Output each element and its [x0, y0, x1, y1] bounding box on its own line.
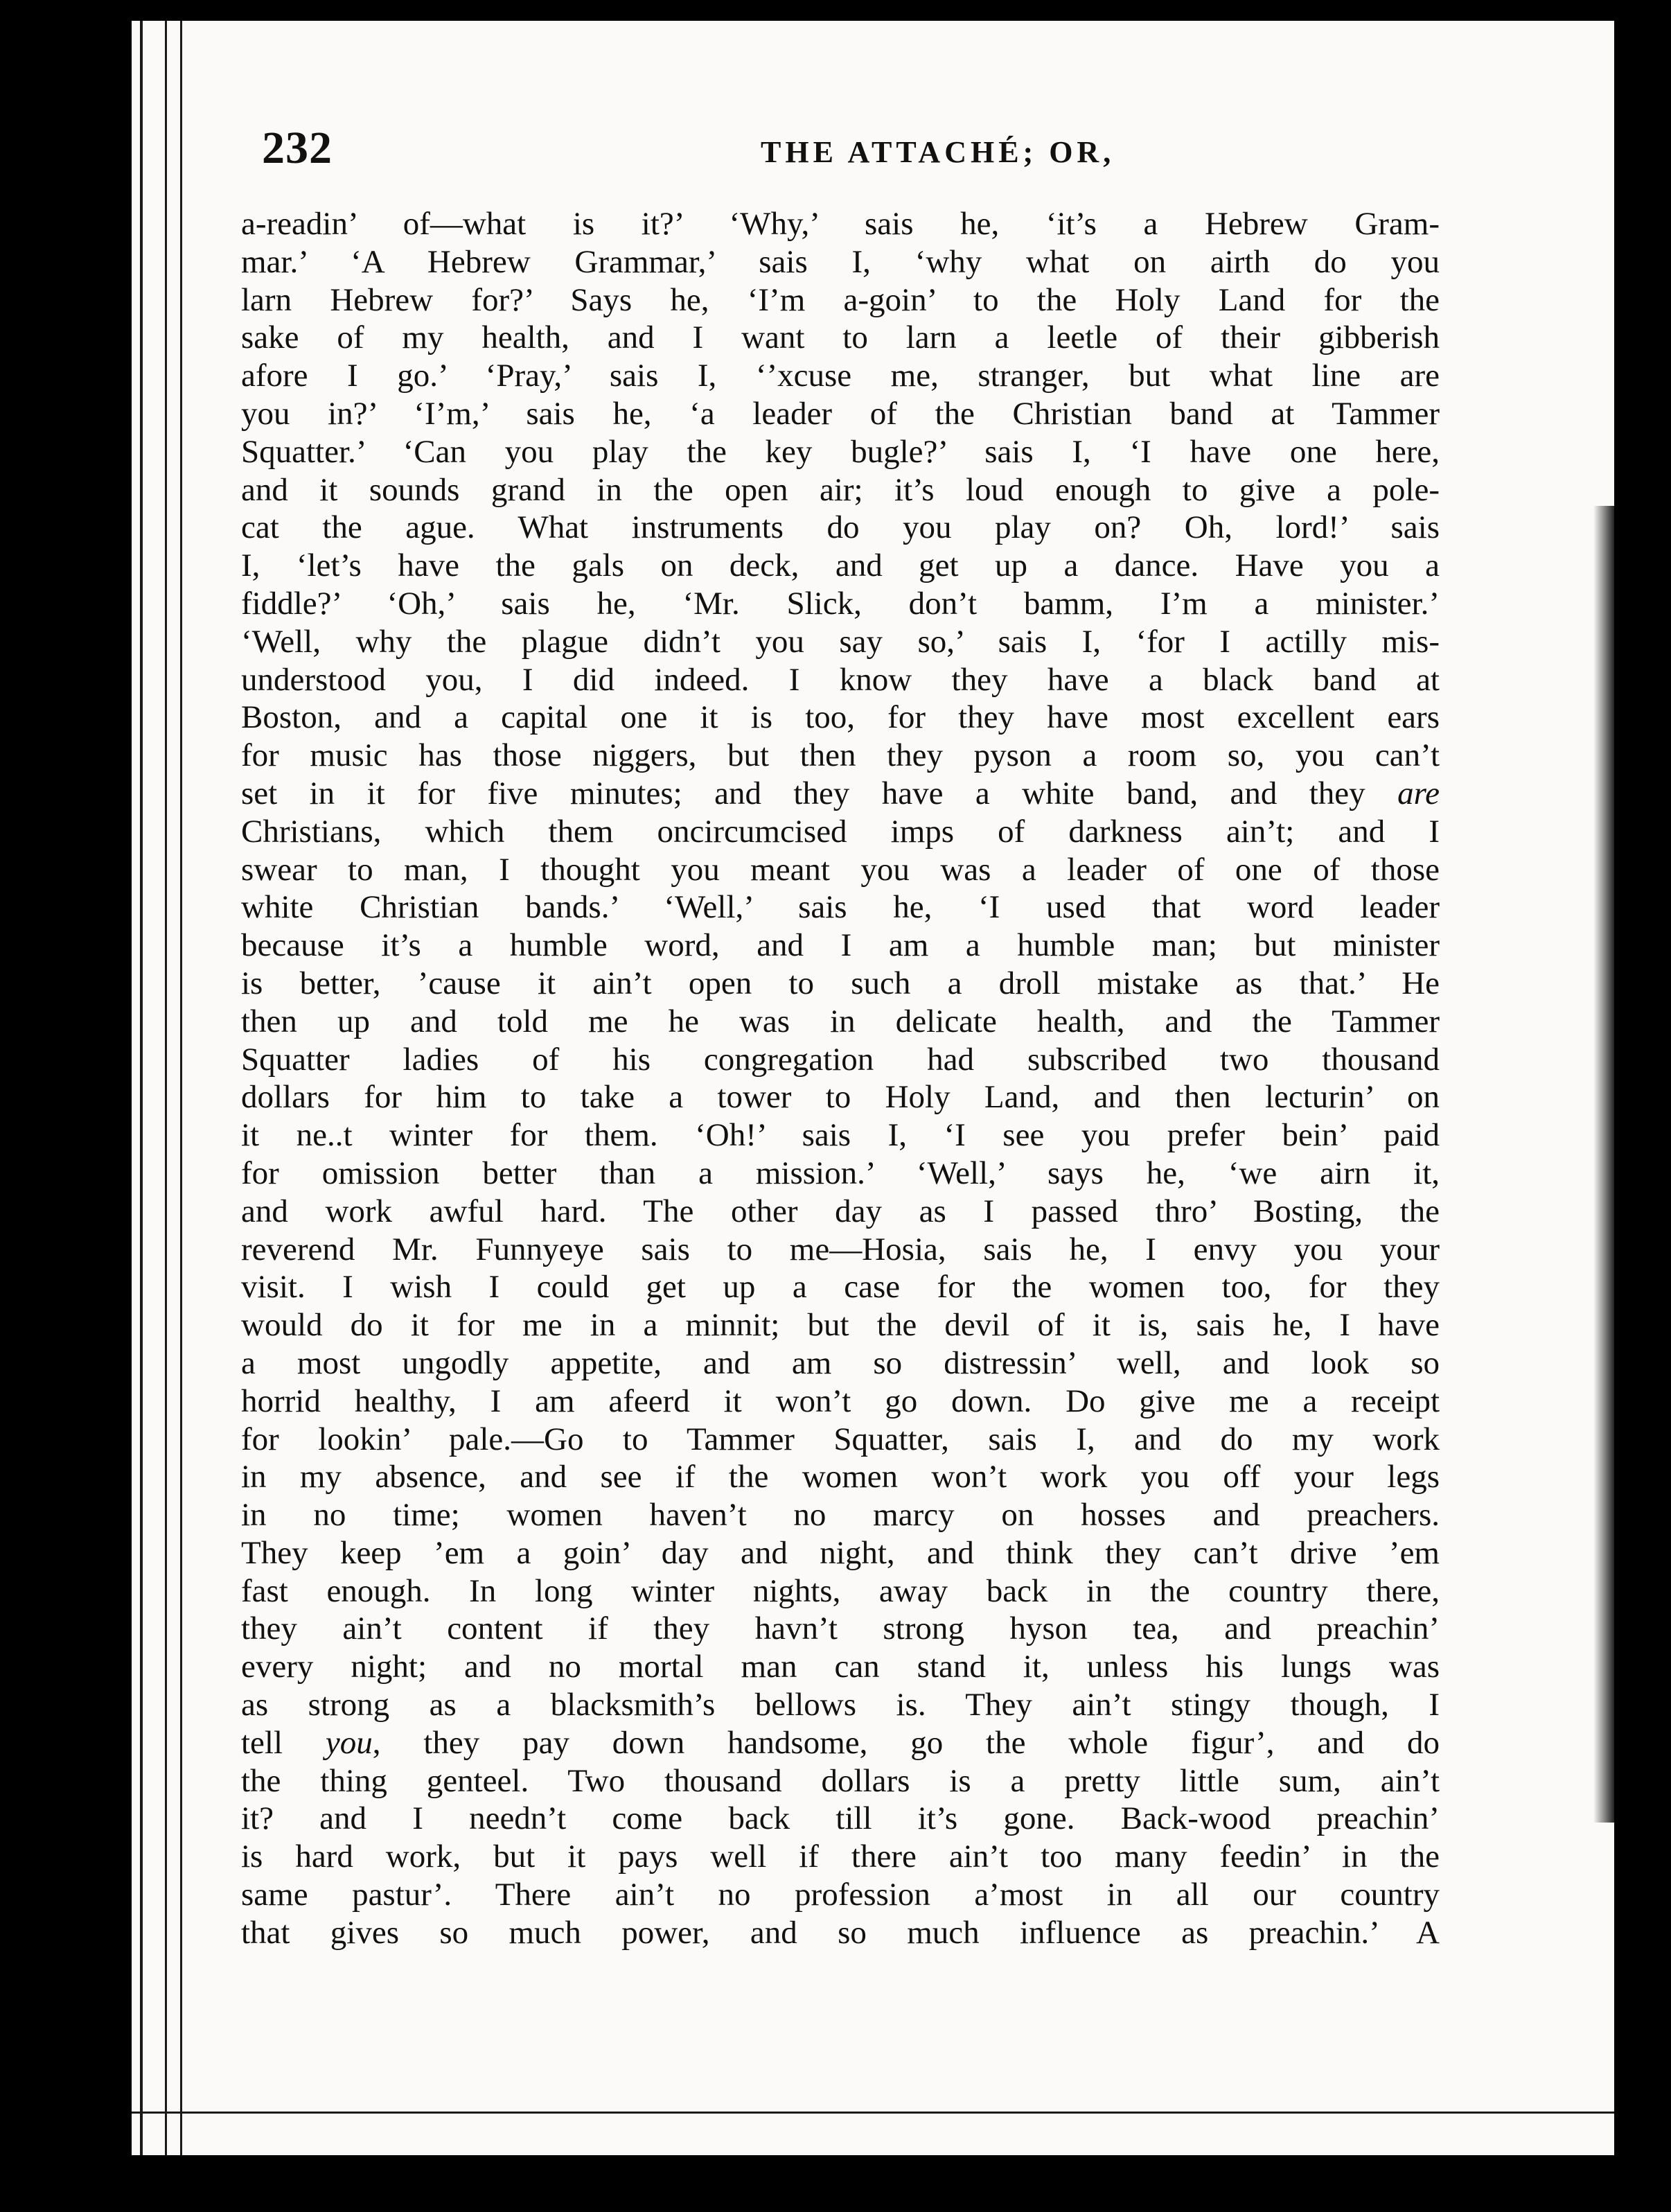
text-line: cat the ague. What instruments do you play on? Oh, lord!’ sais: [241, 509, 1440, 546]
text-line: fiddle?’ ‘Oh,’ sais he, ‘Mr. Slick, don’t bamm, I’m a minister.’: [241, 585, 1440, 622]
binding-rule-line: [180, 21, 182, 2155]
text-line: it ne..t winter for them. ‘Oh!’ sais I, ‘I see you prefer bein’ paid: [241, 1117, 1440, 1154]
text-line: ‘Well, why the plague didn’t you say so,’ sais I, ‘for I actilly mis-: [241, 623, 1440, 660]
text-line: visit. I wish I could get up a case for the women too, for they: [241, 1269, 1440, 1306]
text-line: mar.’ ‘A Hebrew Grammar,’ sais I, ‘why what on airth do you: [241, 243, 1440, 280]
text-line: tell you, they pay down handsome, go the whole figur’, and do: [241, 1724, 1440, 1761]
text-line: for omission better than a mission.’ ‘Well,’ says he, ‘we airn it,: [241, 1155, 1440, 1191]
text-line: white Christian bands.’ ‘Well,’ sais he, ‘I used that word leader: [241, 889, 1440, 926]
text-line: that gives so much power, and so much influence as preachin.’ A: [241, 1914, 1440, 1951]
text-line: Boston, and a capital one it is too, for they have most excellent ears: [241, 699, 1440, 736]
text-line: for music has those niggers, but then they pyson a room so, you can’t: [241, 737, 1440, 774]
text-line: afore I go.’ ‘Pray,’ sais I, ‘’xcuse me, stranger, but what line are: [241, 358, 1440, 394]
text-line: is hard work, but it pays well if there ain’t too many feedin’ in the: [241, 1838, 1440, 1875]
emphasis-text: you: [325, 1724, 373, 1761]
text-line: reverend Mr. Funnyeye sais to me—Hosia, sais he, I envy you your: [241, 1231, 1440, 1267]
text-line: as strong as a blacksmith’s bellows is. They ain’t stingy though, I: [241, 1687, 1440, 1723]
text-line: Christians, which them oncircumcised imps of darkness ain’t; and I: [241, 813, 1440, 850]
text-line: in my absence, and see if the women won’t work you off your legs: [241, 1459, 1440, 1495]
text-line: every night; and no mortal man can stand it, unless his lungs was: [241, 1649, 1440, 1685]
text-line: I, ‘let’s have the gals on deck, and get up a dance. Have you a: [241, 547, 1440, 584]
running-head: THE ATTACHÉ; OR,: [761, 135, 1115, 169]
text-line: Squatter.’ ‘Can you play the key bugle?’ sais I, ‘I have one here,: [241, 433, 1440, 470]
text-line: horrid healthy, I am afeerd it won’t go down. Do give me a receipt: [241, 1382, 1440, 1419]
emphasis-text: are: [1397, 775, 1440, 811]
text-line: and work awful hard. The other day as I passed thro’ Bosting, the: [241, 1193, 1440, 1229]
text-line: Squatter ladies of his congregation had subscribed two thousand: [241, 1041, 1440, 1078]
page-number: 232: [262, 123, 333, 173]
text-line: same pastur’. There ain’t no profession a’most in all our country: [241, 1877, 1440, 1913]
text-line: larn Hebrew for?’ Says he, ‘I’m a-goin’ to the Holy Land for the: [241, 281, 1440, 318]
text-line: swear to man, I thought you meant you was a leader of one of those: [241, 851, 1440, 888]
text-line: because it’s a humble word, and I am a humble man; but minister: [241, 927, 1440, 964]
text-line: they ain’t content if they havn’t strong hyson tea, and preachin’: [241, 1610, 1440, 1647]
text-line: fast enough. In long winter nights, away back in the country there,: [241, 1572, 1440, 1609]
body-text: [241, 205, 1440, 1952]
text-line: then up and told me he was in delicate health, and the Tammer: [241, 1003, 1440, 1039]
page-edge-shadow: [1593, 506, 1614, 1823]
text-line: in no time; women haven’t no marcy on hosses and preachers.: [241, 1497, 1440, 1534]
text-line: and it sounds grand in the open air; it’s loud enough to give a pole-: [241, 471, 1440, 508]
text-line: would do it for me in a minnit; but the devil of it is, sais he, I have: [241, 1307, 1440, 1344]
text-line: sake of my health, and I want to larn a leetle of their gibberish: [241, 319, 1440, 356]
text-line: for lookin’ pale.—Go to Tammer Squatter, sais I, and do my work: [241, 1421, 1440, 1457]
page-header: [262, 122, 1467, 184]
text-line: a most ungodly appetite, and am so distressin’ well, and look so: [241, 1344, 1440, 1381]
text-line: you in?’ ‘I’m,’ sais he, ‘a leader of the Christian band at Tammer: [241, 395, 1440, 432]
text-line: They keep ’em a goin’ day and night, and think they can’t drive ’em: [241, 1534, 1440, 1571]
text-line: a-readin’ of—what is it?’ ‘Why,’ sais he, ‘it’s a Hebrew Gram-: [241, 206, 1440, 242]
text-line: is better, ’cause it ain’t open to such a droll mistake as that.’ He: [241, 965, 1440, 1001]
text-line: set in it for five minutes; and they have a white band, and they are: [241, 775, 1440, 811]
text-line: the thing genteel. Two thousand dollars is a pretty little sum, ain’t: [241, 1762, 1440, 1799]
text-line: it? and I needn’t come back till it’s gone. Back-wood preachin’: [241, 1800, 1440, 1837]
binding-rule-line: [165, 21, 167, 2155]
page-bottom-edge: [132, 2112, 1614, 2114]
binding-rule-line: [140, 21, 143, 2155]
text-line: understood you, I did indeed. I know they have a black band at: [241, 661, 1440, 698]
text-line: dollars for him to take a tower to Holy Land, and then lecturin’ on: [241, 1079, 1440, 1116]
